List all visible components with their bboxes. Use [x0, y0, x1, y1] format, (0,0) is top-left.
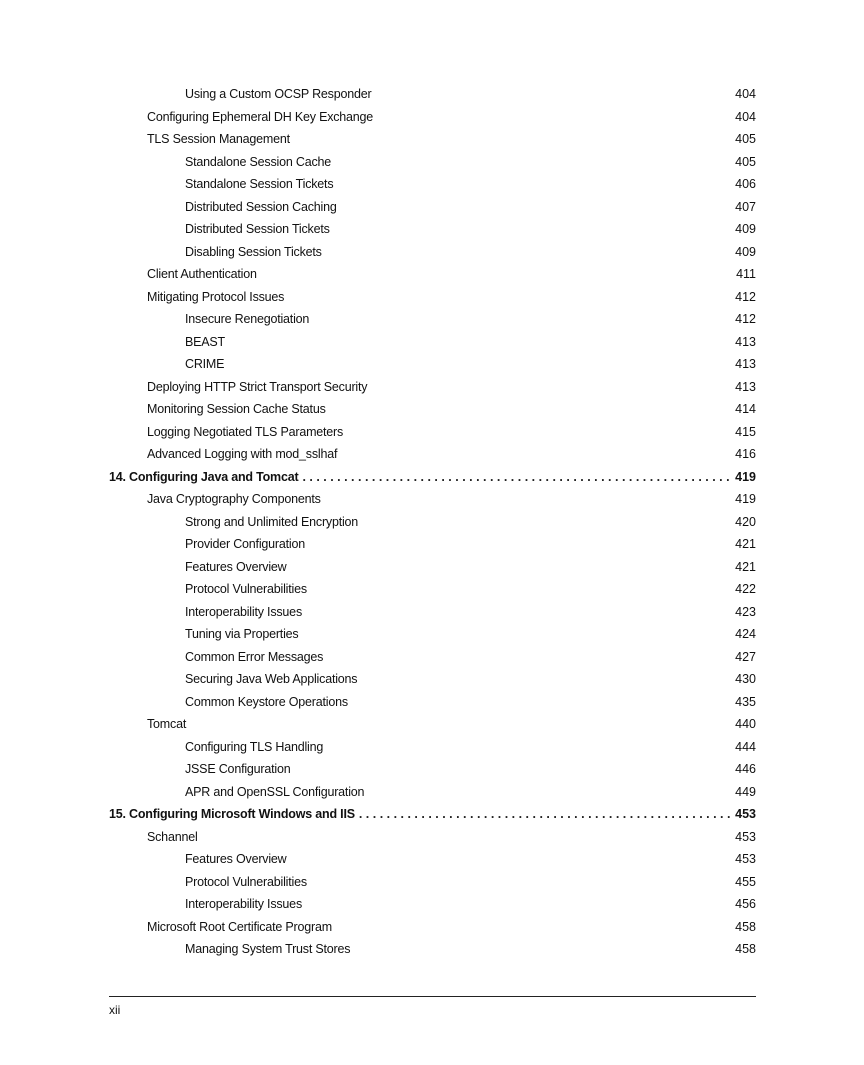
toc-entry-page: 420: [735, 514, 756, 529]
toc-chapter-entry[interactable]: [109, 466, 756, 489]
toc-entry-page: 449: [735, 784, 756, 799]
toc-entry-page: 407: [735, 199, 756, 214]
toc-entry-title: Standalone Session Cache: [185, 154, 331, 169]
toc-entry-page: 404: [735, 87, 756, 101]
toc-entry-page: 412: [735, 289, 756, 304]
toc-entry[interactable]: [109, 871, 756, 894]
toc-entry[interactable]: [109, 511, 756, 534]
toc-entry-title: Tomcat: [147, 717, 187, 731]
toc-entry[interactable]: [109, 668, 756, 691]
toc-entry-page: 435: [735, 694, 756, 709]
toc-entry-title: TLS Session Management: [147, 132, 290, 146]
toc-entry[interactable]: [109, 758, 756, 781]
toc-entry[interactable]: [109, 308, 756, 331]
toc-entry-page: 409: [735, 244, 756, 259]
toc-entry-page: 419: [735, 469, 756, 484]
toc-entry-title: Distributed Session Tickets: [185, 222, 330, 236]
toc-entry-page: 413: [735, 379, 756, 394]
toc-entry[interactable]: [109, 938, 756, 961]
toc-entry[interactable]: [109, 286, 756, 309]
toc-entry[interactable]: [109, 601, 756, 624]
toc-entry[interactable]: [109, 443, 756, 466]
toc-entry-page: 414: [735, 402, 756, 416]
toc-entry-page: 405: [735, 154, 756, 169]
toc-entry-title: Protocol Vulnerabilities: [185, 582, 307, 596]
toc-entry-page: 404: [735, 109, 756, 124]
toc-entry[interactable]: [109, 578, 756, 601]
toc-entry[interactable]: [109, 691, 756, 714]
toc-entry-page: 421: [735, 559, 756, 574]
toc-entry-page: 405: [735, 132, 756, 146]
toc-entry-title: Logging Negotiated TLS Parameters: [147, 424, 344, 439]
toc-entry-page: 409: [735, 222, 756, 236]
toc-dot-leader: [302, 466, 731, 489]
toc-entry[interactable]: [109, 173, 756, 196]
toc-entry-title: Insecure Renegotiation: [185, 312, 310, 326]
toc-entry-title: Protocol Vulnerabilities: [185, 874, 307, 889]
toc-entry[interactable]: [109, 533, 756, 556]
toc-entry-title: JSSE Configuration: [185, 762, 291, 776]
toc-entry[interactable]: [109, 848, 756, 871]
toc-entry-page: 413: [735, 357, 756, 371]
toc-entry-page: 419: [735, 492, 756, 506]
toc-entry-title: Java Cryptography Components: [147, 492, 321, 506]
toc-entry[interactable]: [109, 128, 756, 151]
toc-entry-page: 421: [735, 537, 756, 551]
toc-entry-title: Disabling Session Tickets: [185, 244, 322, 259]
toc-entry-page: 413: [735, 334, 756, 349]
toc-entry-title: APR and OpenSSL Configuration: [185, 784, 365, 799]
toc-entry[interactable]: [109, 353, 756, 376]
toc-entry-page: 444: [735, 739, 756, 754]
toc-entry-title: Features Overview: [185, 852, 287, 866]
toc-entry[interactable]: [109, 916, 756, 939]
toc-entry[interactable]: [109, 488, 756, 511]
toc-entry-title: Advanced Logging with mod_sslhaf: [147, 447, 338, 461]
toc-chapter-entry[interactable]: [109, 803, 756, 826]
toc-entry-title: Client Authentication: [147, 267, 257, 281]
toc-entry-title: Mitigating Protocol Issues: [147, 289, 285, 304]
toc-entry-page: 411: [736, 267, 756, 281]
table-of-contents: [109, 83, 756, 961]
toc-entry[interactable]: [109, 646, 756, 669]
toc-entry-page: 453: [735, 829, 756, 844]
toc-entry-title: Features Overview: [185, 559, 287, 574]
toc-entry[interactable]: [109, 151, 756, 174]
toc-entry-title: BEAST: [185, 334, 225, 349]
toc-entry[interactable]: [109, 196, 756, 219]
toc-entry-title: Securing Java Web Applications: [185, 672, 358, 686]
toc-entry-title: Strong and Unlimited Encryption: [185, 514, 359, 529]
toc-entry-title: Provider Configuration: [185, 537, 305, 551]
toc-entry-title: Monitoring Session Cache Status: [147, 402, 326, 416]
toc-entry[interactable]: [109, 83, 756, 106]
toc-entry[interactable]: [109, 263, 756, 286]
toc-entry[interactable]: [109, 781, 756, 804]
footer-divider: [109, 996, 756, 997]
toc-entry-page: 455: [735, 874, 756, 889]
toc-dot-leader: [359, 803, 731, 826]
toc-entry-title: Managing System Trust Stores: [185, 942, 351, 956]
toc-entry-page: 453: [735, 807, 756, 821]
toc-entry[interactable]: [109, 376, 756, 399]
toc-entry-page: 453: [735, 852, 756, 866]
toc-entry[interactable]: [109, 623, 756, 646]
toc-entry[interactable]: [109, 106, 756, 129]
toc-entry[interactable]: [109, 893, 756, 916]
toc-entry[interactable]: [109, 421, 756, 444]
page-number: xii: [109, 1003, 121, 1017]
toc-entry-title: Using a Custom OCSP Responder: [185, 87, 372, 101]
toc-entry-title: Configuring Ephemeral DH Key Exchange: [147, 109, 374, 124]
toc-entry-title: Tuning via Properties: [185, 627, 299, 641]
toc-entry-title: Microsoft Root Certificate Program: [147, 919, 332, 934]
toc-entry-title: Distributed Session Caching: [185, 199, 337, 214]
toc-entry[interactable]: [109, 713, 756, 736]
toc-entry[interactable]: [109, 736, 756, 759]
toc-entry-page: 406: [735, 177, 756, 191]
toc-entry-page: 424: [735, 627, 756, 641]
toc-entry-title: 15. Configuring Microsoft Windows and IIS: [109, 807, 355, 821]
toc-entry-title: Common Keystore Operations: [185, 694, 348, 709]
toc-entry-page: 422: [735, 582, 756, 596]
toc-entry-page: 446: [735, 762, 756, 776]
toc-entry[interactable]: [109, 398, 756, 421]
toc-entry-title: Schannel: [147, 829, 198, 844]
toc-entry-page: 416: [735, 447, 756, 461]
toc-entry-page: 458: [735, 919, 756, 934]
toc-entry[interactable]: [109, 826, 756, 849]
toc-entry-page: 456: [735, 897, 756, 911]
toc-entry-page: 427: [735, 649, 756, 664]
toc-entry-page: 458: [735, 942, 756, 956]
toc-entry-title: Configuring TLS Handling: [185, 739, 324, 754]
toc-entry-page: 440: [735, 717, 756, 731]
toc-entry[interactable]: [109, 331, 756, 354]
toc-entry-title: Interoperability Issues: [185, 604, 302, 619]
toc-entry-title: Interoperability Issues: [185, 897, 302, 911]
toc-entry[interactable]: [109, 241, 756, 264]
toc-entry-title: Deploying HTTP Strict Transport Security: [147, 379, 368, 394]
toc-entry-page: 415: [735, 424, 756, 439]
toc-entry-page: 412: [735, 312, 756, 326]
toc-entry-title: 14. Configuring Java and Tomcat: [109, 469, 299, 484]
toc-entry-title: Common Error Messages: [185, 649, 324, 664]
toc-entry-page: 423: [735, 604, 756, 619]
toc-entry-page: 430: [735, 672, 756, 686]
toc-entry-title: CRIME: [185, 357, 225, 371]
toc-entry[interactable]: [109, 556, 756, 579]
toc-entry-title: Standalone Session Tickets: [185, 177, 334, 191]
toc-entry[interactable]: [109, 218, 756, 241]
